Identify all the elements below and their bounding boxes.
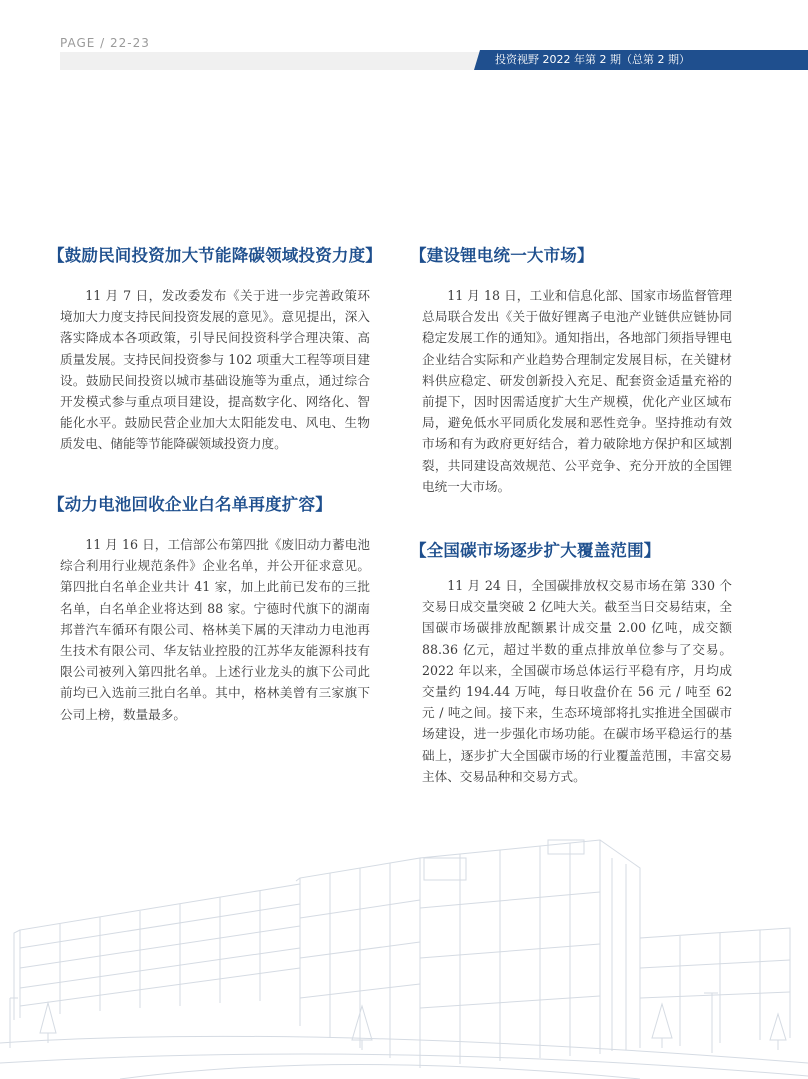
page-number-label: PAGE / 22-23 [60, 36, 150, 50]
section-title-lithium-market: 【建设锂电统一大市场】 [410, 246, 594, 265]
header-issue-text: 投资视野 2022 年第 2 期（总第 2 期） [495, 53, 690, 66]
section-title-private-investment: 【鼓励民间投资加大节能降碳领域投资力度】 [48, 246, 382, 265]
section-title-battery-whitelist: 【动力电池回收企业白名单再度扩容】 [48, 495, 332, 514]
section-body-private-investment: 11 月 7 日，发改委发布《关于进一步完善政策环境加大力度支持民间投资发展的意见》。意见提出，深入落实降成本各项政策，引导民间投资科学合理决策、高质量发展。支持民间投资参与 102 项重大工程等项目建设。鼓励民间投资以城市基础设施等为重点，通过综合开发模式参与重点项目建设，提高数字化、网络化、智能化水平。鼓励民营企业加大太阳能发电、风电、生物质发电、储能等节能降碳领域投资力度。 [60, 288, 370, 452]
section-title-carbon-market: 【全国碳市场逐步扩大覆盖范围】 [410, 541, 661, 560]
section-body-carbon-market: 11 月 24 日，全国碳排放权交易市场在第 330 个交易日成交量突破 2 亿吨大关。截至当日交易结束，全国碳市场碳排放配额累计成交量 2.00 亿吨，成交额 88.36 亿元，超过半数的重点排放单位参与了交易。2022 年以来，全国碳市场总体运行平稳有序，月均成交量约 194.44 万吨，每日收盘价在 56 元 / 吨至 62 元 / 吨之间。接下来，生态环境部将扎实推进全国碳市场建设，进一步强化市场功能。在碳市场平稳运行的基础上，逐步扩大全国碳市场的行业覆盖范围，丰富交易主体、交易品种和交易方式。 [422, 578, 732, 784]
section-body-battery-whitelist: 11 月 16 日，工信部公布第四批《废旧动力蓄电池综合利用行业规范条件》企业名单，并公开征求意见。第四批白名单企业共计 41 家，加上此前已发布的三批名单，白名单企业将达到 88 家。宁德时代旗下的湖南邦普汽车循环有限公司、格林美下属的天津动力电池再生技术有限公司、华友钴业控股的江苏华友能源科技有限公司被列入第四批名单。上述行业龙头的旗下公司此前均已入选前三批白名单。其中，格林美曾有三家旗下公司上榜，数量最多。 [60, 537, 370, 722]
building-illustration [0, 818, 808, 1079]
section-body-lithium-market: 11 月 18 日，工业和信息化部、国家市场监督管理总局联合发出《关于做好锂离子电池产业链供应链协同稳定发展工作的通知》。通知指出，各地部门须指导锂电企业结合实际和产业趋势合理制定发展目标，在关键材料供应稳定、研发创新投入充足、配套资金适量充裕的前提下，因时因需适度扩大生产规模，优化产业区域布局，避免低水平同质化发展和恶性竞争。坚持推动有效市场和有为政府更好结合，着力破除地方保护和区域割裂，共同建设高效规范、公平竞争、充分开放的全国锂电统一大市场。 [422, 288, 732, 494]
